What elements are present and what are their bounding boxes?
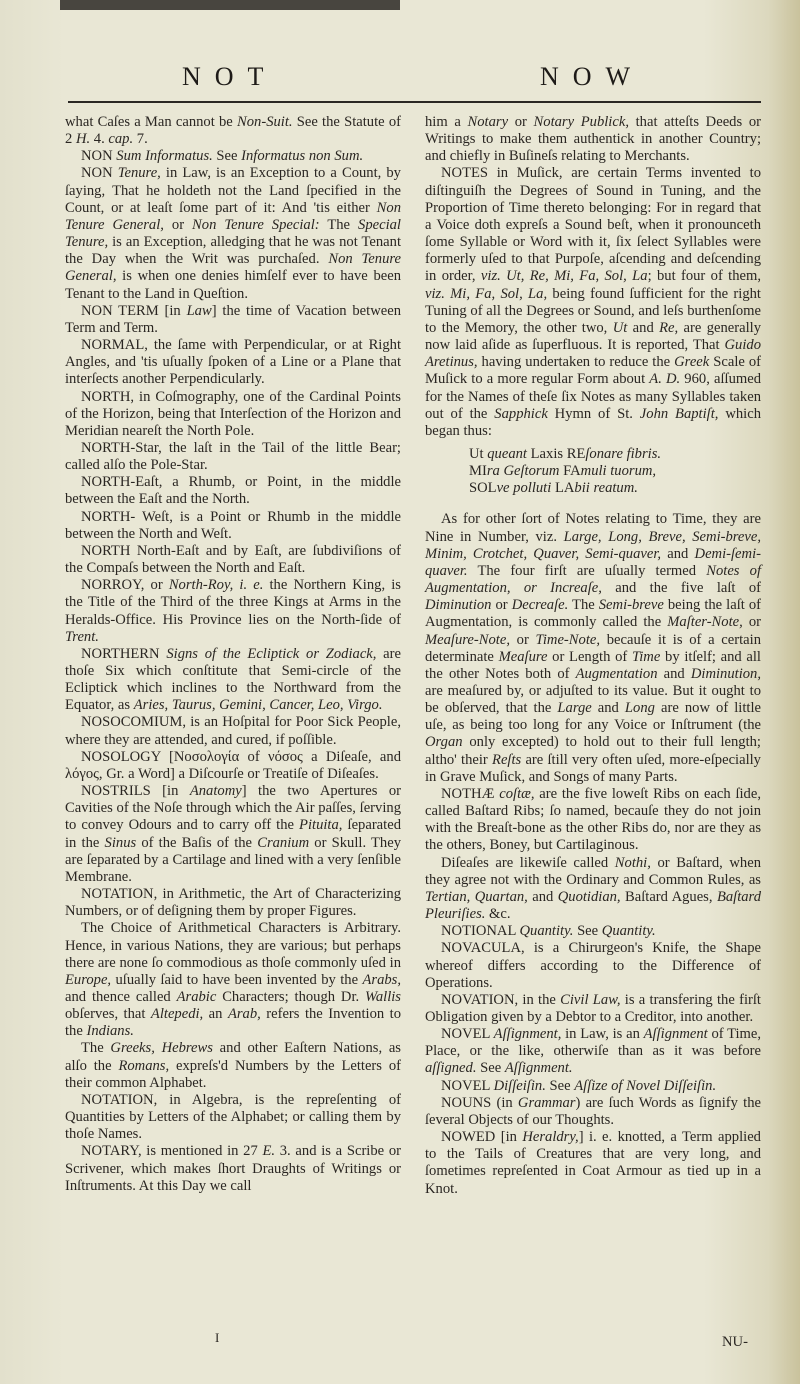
italic-term: Re, — [659, 319, 679, 336]
entry-text: 4. — [90, 131, 109, 148]
entry-text: NORROY, or — [81, 577, 169, 594]
entry-text: &c. — [485, 906, 511, 923]
italic-term: Cranium — [257, 834, 310, 851]
entry-text: NON — [81, 148, 117, 165]
italic-term: Grammar — [517, 1094, 576, 1111]
italic-term: Arabic — [176, 988, 217, 1005]
entry-text: The Choice of Arithmetical Characters is Arbitrary. Hence, in various Nations, they are various; but perhaps there are none ſo commodious as thoſe commonly uſed in — [65, 920, 401, 971]
italic-term: Ut — [612, 319, 628, 336]
entry-text: of the Baſis of the — [136, 834, 258, 851]
dictionary-entry — [65, 165, 401, 302]
running-head-left: NOT — [182, 62, 278, 91]
italic-term: Baſtard Pleuriſies. — [425, 888, 761, 923]
italic-term: Greek — [674, 354, 710, 371]
entry-text: are now of little uſe, as being too long for any Voice or Inſtrument (the — [425, 700, 761, 734]
dictionary-entry — [65, 714, 401, 748]
entry-text: NOSOLOGY [Νοσολογία of νόσος a Diſeaſe, and λόγος, Gr. a Word] a Diſcourſe or Treatiſe of Diſeaſes. — [65, 748, 401, 782]
entry-text: See — [476, 1060, 505, 1077]
entry-text: ſeparated in the — [65, 817, 401, 851]
italic-term: Indians. — [86, 1023, 134, 1040]
entry-text: or Length of — [547, 648, 632, 665]
italic-term: Demi-ſemi-quaver. — [425, 545, 761, 579]
italic-term: bii reatum. — [574, 480, 638, 497]
signature-mark: I — [215, 1330, 220, 1345]
entry-text: or — [508, 114, 534, 130]
italic-term: ſonare fibris. — [585, 445, 662, 462]
entry-text: NOVACULA, is a Chirurgeon's Knife, the Shape whereof differs according to the Difference of Operations. — [425, 940, 761, 991]
entry-text: MI — [469, 463, 487, 480]
dictionary-entry — [425, 855, 761, 924]
italic-term: Anatomy — [189, 783, 242, 800]
dictionary-entry — [425, 165, 761, 440]
entry-text: NOVEL — [441, 1077, 494, 1094]
dictionary-entry — [425, 1095, 761, 1129]
entry-text: and — [627, 319, 660, 336]
entry-text: The — [319, 216, 359, 233]
entry-text: LA — [551, 480, 575, 497]
entry-text: are generally now laid aſide as ſuperfluous. It is reported, That — [425, 319, 761, 354]
dictionary-entry — [65, 114, 401, 148]
entry-text: 7. — [133, 131, 148, 148]
dictionary-entry — [65, 749, 401, 783]
dictionary-entry — [425, 923, 761, 940]
entry-text: Characters; though Dr. — [216, 988, 366, 1005]
entry-text: NORTH, in Coſmography, one of the Cardinal Points of the Horizon, being that Interſection of the Horizon and Meridian neareſt the North Pole. — [65, 388, 401, 439]
dictionary-entry — [65, 543, 401, 577]
italic-term: Decreaſe. — [511, 597, 569, 614]
italic-term: aſſigned. — [425, 1060, 477, 1077]
italic-term: Special Tenure, — [65, 216, 401, 251]
entry-text: See — [545, 1077, 575, 1094]
italic-term: Aries, Taurus, Gemini, Cancer, Leo, Virgo. — [133, 697, 383, 714]
italic-term: Sinus — [104, 834, 137, 851]
entry-text: or Skull. They are ſeparated by a Cartilage and lined with a very ſenſible Membrane. — [65, 834, 402, 885]
dictionary-entry — [425, 463, 761, 480]
entry-text: refers the Invention to the — [65, 1006, 401, 1040]
entry-text: NOTARY, is mentioned in 27 — [81, 1143, 263, 1160]
italic-term: Non Tenure General, — [65, 251, 401, 285]
entry-text: NORTH North-Eaſt and by Eaſt, are ſubdiviſions of the Compaſs between the North and Eaſt. — [65, 542, 401, 577]
italic-term: Notary — [467, 114, 509, 130]
italic-term: Notes of Augmentation, or Increaſe, — [425, 562, 761, 597]
entry-text: NORTHERN — [81, 645, 167, 662]
dictionary-entry — [425, 1129, 761, 1198]
italic-term: Romans, — [118, 1057, 170, 1074]
entry-text: which began thus: — [425, 405, 761, 439]
dictionary-entry — [65, 1040, 401, 1091]
italic-term: Law — [186, 302, 212, 319]
italic-term: viz. Mi, Fa, Sol, La, — [425, 285, 548, 302]
entry-text: uſually ſaid to have been invented by the — [111, 971, 363, 988]
entry-text: an — [203, 1006, 228, 1023]
dictionary-entry — [65, 886, 401, 920]
entry-text: what Caſes a Man cannot be — [65, 114, 237, 130]
dictionary-entry — [425, 992, 761, 1026]
italic-term: ve polluti — [496, 480, 552, 497]
italic-term: Meaſure — [498, 648, 548, 665]
dictionary-entry — [65, 577, 401, 646]
entry-text: 3. and is a Scribe or Scrivener, which makes ſhort Draughts of Writings or Inſtruments. At this Day we call — [65, 1143, 402, 1194]
entry-text: ; but four of them, — [647, 268, 761, 285]
italic-term: Trent. — [65, 628, 99, 645]
entry-text: becauſe it is of a certain determinate — [425, 631, 761, 665]
italic-term: Sapphick — [494, 405, 548, 422]
entry-text: in Law, is an — [561, 1026, 644, 1043]
italic-term: Time-Note, — [535, 631, 600, 648]
dictionary-entry — [65, 920, 401, 1040]
italic-term: Tertian, Quartan, — [425, 888, 528, 905]
entry-text: is a transfering the firſt Obligation given by a Debtor to a Creditor, into another. — [425, 991, 761, 1025]
italic-term: Arab, — [227, 1006, 261, 1023]
italic-term: Informatus non Sum. — [241, 148, 364, 165]
italic-term: Signs of the Ecliptick or Zodiack, — [166, 645, 377, 662]
entry-text: in Law, is an Exception to a Count, by ſaying, That he holdeth not the Land ſpecified in the Count, or at leaſt ſome part of it: And 'tis either — [65, 165, 401, 216]
italic-term: Altepedi, — [150, 1006, 204, 1023]
entry-text: NOSOCOMIUM, is an Hoſpital for Poor Sick People, where they are attended, and cured, if poſſible. — [65, 714, 401, 748]
italic-term: Non Tenure General, — [65, 199, 401, 233]
italic-term: Europe, — [65, 971, 112, 988]
dictionary-entry — [65, 148, 401, 165]
entry-text: or — [509, 631, 536, 648]
entry-text: NOTIONAL — [441, 923, 520, 940]
italic-term: Greeks, Hebrews — [110, 1040, 213, 1057]
dictionary-entry — [425, 114, 761, 165]
entry-text: NON TERM [in — [81, 302, 187, 319]
italic-term: Aſſignment — [643, 1026, 708, 1043]
italic-term: Guido Aretinus, — [425, 337, 761, 371]
italic-term: cap. — [108, 131, 134, 148]
dictionary-entry — [425, 1026, 761, 1077]
entry-text: NON — [81, 165, 118, 182]
entry-text: The four firſt are uſually termed — [467, 562, 707, 579]
entry-text: him a — [425, 114, 468, 130]
entry-text: SOL — [469, 480, 497, 497]
entry-text: are the five loweſt Ribs on each ſide, called Baſtard Ribs; ſo named, becauſe they do not join with the Breaſt-bone as the other Ribs do, nor are they as the others, Boney, but Cartilaginous. — [425, 785, 761, 854]
left-column — [65, 114, 401, 1195]
entry-text: or — [163, 216, 193, 233]
entry-text: NOSTRILS [in — [81, 783, 190, 800]
entry-text: NORTH-Star, the laſt in the Tail of the little Bear; called alſo the Pole-Star. — [65, 439, 401, 474]
italic-term: Diminution, — [690, 665, 761, 682]
italic-term: Maſter-Note, — [667, 614, 743, 631]
italic-term: queant — [487, 445, 527, 462]
entry-text: The — [81, 1040, 111, 1057]
entry-text: or — [742, 614, 761, 631]
italic-term: Tenure, — [117, 165, 161, 182]
catchword: NU- — [722, 1334, 748, 1350]
entry-text: Scale of Muſick to a more regular Form about — [425, 354, 761, 388]
entry-text: being found ſufficient for the right Tuning of all the Degrees or Sound, and leſs burthenſome to the Memory, the other two, — [425, 285, 761, 336]
italic-term: Organ — [425, 734, 463, 751]
dictionary-entry — [65, 509, 401, 543]
italic-term: Aſſignment. — [504, 1060, 573, 1077]
italic-term: muli tuorum, — [580, 463, 657, 480]
right-column — [425, 114, 761, 1198]
entry-text: are meaſured by, or adjuſted to its value. But it ought to be obſerved, that the — [425, 683, 761, 717]
dictionary-entry — [425, 446, 761, 463]
dictionary-entry — [425, 940, 761, 991]
italic-term: Heraldry, — [522, 1129, 579, 1146]
italic-term: Diminution — [425, 597, 492, 614]
italic-term: Pituita, — [299, 817, 343, 834]
entry-text: NOTATION, in Algebra, is the repreſenting of Quantities by Letters of the Alphabet; or calling them by thoſe Names. — [65, 1091, 401, 1143]
dictionary-entry — [65, 440, 401, 474]
entry-text: that atteſts Deeds or Writings to make them authentick in another Country; and chiefly in Buſineſs relating to Merchants. — [425, 114, 761, 165]
entry-text: only excepted) to hold out to their full length; altho' their — [425, 734, 761, 768]
entry-text: NORTH- Weſt, is a Point or Rhumb in the middle between the North and Weſt. — [65, 508, 401, 542]
entry-text: Diſeaſes are likewiſe called — [441, 854, 615, 871]
italic-term: Aſſignment, — [493, 1026, 562, 1043]
italic-term: Aſſize of Novel Diſſeiſin. — [574, 1077, 717, 1094]
header-rule-right — [403, 101, 761, 103]
entry-text: ] i. e. knotted, a Term applied to the Tails of Creatures that are very long, and ſometimes repreſented in Coat Armour as tied up in a Knot. — [425, 1129, 761, 1197]
entry-text: is when one denies himſelf ever to have been Tenant to the Land in Queſtion. — [65, 268, 401, 302]
entry-text: NOWED [in — [441, 1129, 523, 1146]
entry-text: Baſtard Agues, — [620, 888, 717, 905]
running-head-right: NOW — [540, 62, 645, 91]
entry-text: and — [527, 888, 558, 905]
dictionary-entry — [65, 1143, 401, 1194]
entry-text: NOVEL — [441, 1026, 494, 1043]
italic-term: Reſts — [492, 751, 522, 768]
dictionary-entry — [65, 474, 401, 508]
entry-text: is an Exception, alledging that he was not Tenant the Day when the Writ was purchaſed. — [65, 234, 401, 268]
entry-text: or Baſtard, when they agree not with the Ordinary and Common Rules, as — [425, 854, 761, 888]
entry-text: the Northern King, is the Title of the Third of the three Kings at Arms in the Heralds-Office. His Province lies on the North-ſide of — [65, 577, 401, 628]
dictionary-entry — [65, 646, 401, 715]
italic-term: Arabs, — [362, 971, 401, 988]
entry-text: are ſtill very often uſed, more-eſpecially in Grave Muſick, and Songs of many Parts. — [425, 751, 761, 785]
entry-text: Ut — [469, 445, 488, 462]
entry-text: FA — [559, 463, 581, 480]
entry-text: are thoſe Six which conſtitute that Semi-circle of the Ecliptick which inclines to the Northward from the Equator, as — [65, 645, 401, 714]
dictionary-entry — [65, 783, 401, 886]
entry-text: NOUNS (in — [441, 1094, 518, 1111]
italic-term: John Baptiſt, — [639, 405, 719, 422]
dictionary-entry — [65, 337, 401, 388]
italic-term: Quantity. — [519, 923, 574, 940]
italic-term: North-Roy, i. e. — [168, 577, 264, 594]
entry-text: Laxis RE — [526, 445, 586, 462]
dictionary-entry — [425, 1078, 761, 1095]
entry-text: See the Statute of 2 — [65, 114, 401, 148]
entry-text: See — [573, 923, 602, 940]
entry-text: obſerves, that — [65, 1006, 151, 1023]
entry-text: NOTATION, in Arithmetic, the Art of Characterizing Numbers, or of deſigning them by proper Figures. — [65, 886, 401, 920]
italic-term: viz. Ut, Re, Mi, Fa, Sol, La — [480, 268, 648, 285]
italic-term: Non Tenure Special: — [192, 216, 320, 233]
italic-term: Quantity. — [601, 923, 656, 940]
entry-text: NORMAL, the ſame with Perpendicular, or at Right Angles, and 'tis uſually ſpoken of a Line or a Plane that interſects another Perpendicularly. — [65, 337, 401, 388]
entry-text: NOTES in Muſick, are certain Terms invented to diſtinguiſh the Degrees of Sound in Tuning, and the Proportion of Time thereto belonging: For in regard that a Voice doth expreſs a Sound beſt, when it pronounceth ſome Syllable or Word with it, ſix ſelect Syllables were formerly uſed to that Purpoſe, aſcending and deſcending in order, — [425, 165, 761, 285]
italic-term: Long — [624, 700, 655, 717]
dictionary-entry — [425, 786, 761, 855]
entry-text: Hymn of St. — [547, 405, 640, 422]
italic-term: Non-Suit. — [237, 114, 293, 130]
entry-text: being the laſt of Augmentation, is commonly called the — [425, 597, 761, 631]
entry-text: of Time, Place, or the like, otherwiſe than as it was before — [425, 1026, 762, 1060]
page-top-edge — [60, 0, 400, 10]
italic-term: Semi-breve — [598, 597, 664, 614]
italic-term: A. D. — [649, 371, 681, 388]
italic-term: Large — [557, 700, 592, 717]
dictionary-entry — [65, 303, 401, 337]
dictionary-entry — [425, 511, 761, 786]
entry-text: and the five laſt of — [601, 580, 761, 597]
entry-text: or — [491, 597, 512, 614]
header-rule-left — [68, 101, 413, 103]
italic-term: Civil Law, — [560, 991, 621, 1008]
italic-term: coſtæ, — [499, 785, 535, 802]
italic-term: Diſſeiſin. — [493, 1077, 546, 1094]
entry-text: ] the time of Vacation between Term and Term. — [65, 302, 401, 336]
entry-text: and thence called — [65, 988, 177, 1005]
entry-text: See — [212, 148, 242, 165]
entry-text: ) are ſuch Words as ſignify the ſeveral Objects of our Thoughts. — [425, 1094, 761, 1128]
dictionary-entry — [65, 389, 401, 440]
italic-term: Large, Long, Breve, Semi-breve, Minim, Crotchet, Quaver, Semi-quaver, — [425, 528, 761, 562]
italic-term: Notary Publick, — [533, 114, 629, 130]
italic-term: E. — [262, 1143, 276, 1160]
italic-term: ra Geſtorum — [486, 463, 560, 480]
entry-text: ] the two Apertures or Cavities of the Noſe through which the Air paſſes, ſerving to convey Odours and to carry off the — [65, 783, 401, 834]
entry-text: and — [661, 545, 695, 562]
italic-term: Meaſure-Note, — [425, 631, 510, 648]
entry-text: NORTH-Eaſt, a Rhumb, or Point, in the middle between the Eaſt and the North. — [65, 474, 401, 508]
dictionary-entry — [425, 480, 761, 497]
entry-text: and other Eaſtern Nations, as alſo the — [65, 1040, 401, 1074]
entry-text: 960, aſſumed for the Names of theſe ſix Notes as many Syllables taken out of the — [425, 371, 761, 422]
entry-text: expreſs'd Numbers by the Letters of their common Alphabet. — [65, 1057, 401, 1091]
entry-text: The — [568, 597, 599, 614]
entry-text: and — [657, 665, 691, 682]
entry-text: having undertaken to reduce the — [477, 354, 675, 371]
entry-text: NOVATION, in the — [441, 991, 561, 1008]
italic-term: Augmentation — [575, 665, 658, 682]
italic-term: Time — [631, 648, 661, 665]
dictionary-entry — [65, 1092, 401, 1143]
italic-term: H. — [75, 131, 91, 148]
entry-text: As for other ſort of Notes relating to Time, they are Nine in Number, viz. — [425, 511, 761, 545]
italic-term: Sum Informatus. — [116, 148, 213, 165]
entry-text: by itſelf; and all the other Notes both of — [425, 648, 761, 682]
italic-term: Nothi, — [614, 854, 651, 871]
entry-text: and — [591, 700, 625, 717]
italic-term: Quotidian, — [557, 888, 621, 905]
italic-term: Wallis — [365, 988, 401, 1005]
entry-text: NOTHÆ — [441, 785, 500, 802]
